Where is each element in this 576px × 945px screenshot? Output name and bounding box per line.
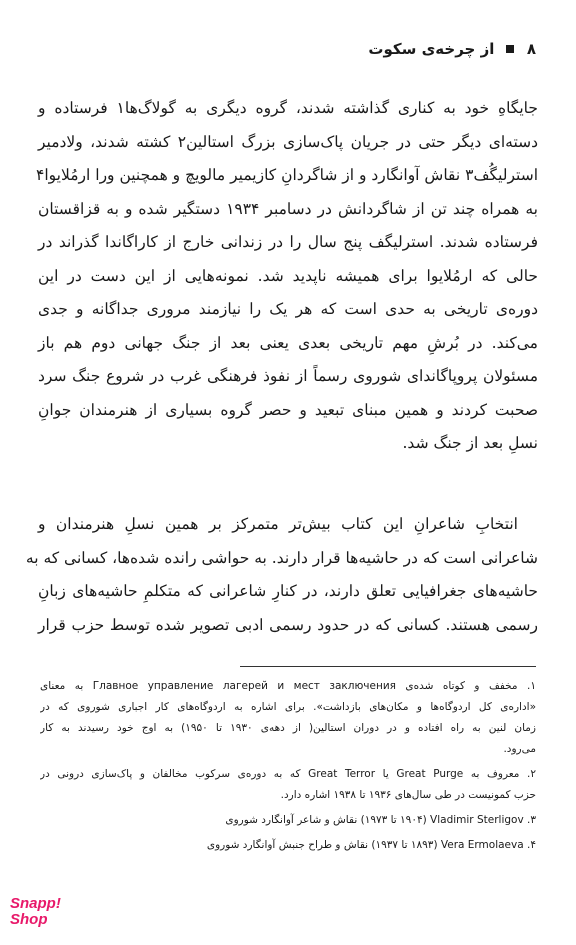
text-line: دوره‌ی تاریخی به حدی است که هر یک را نیازمند مروری جداگانه و جدی [38, 300, 538, 318]
text-line: فرستاده شدند. استرلیگف پنج سال را در زندانی خارج از کاراگاندا گذراند در [38, 233, 538, 251]
footnote-line: ۴. Vera Ermolaeva (۱۸۹۳ تا ۱۹۳۷) نقاش و طراح جنبش آوانگارد شوروی [206, 839, 536, 851]
text-line: صحبت کردند و همین مبنای تبعید و حصر گروه بسیاری از هنرمندان جوانِ [38, 400, 538, 419]
body-paragraph-1 [38, 92, 538, 461]
footnote-line: می‌رود. [503, 743, 536, 755]
text-line: می‌کند. در بُرشِ مهم تاریخی بعدی یعنی بعد از جنگ جهانی دوم هم باز [38, 333, 538, 352]
footnote-line: حزب کمونیست در طی سال‌های ۱۹۳۶ تا ۱۹۳۸ اشاره دارد. [280, 789, 536, 801]
footnote-line: زمان لنین به راه افتاده و در دوران استالین( از دهه‌ی ۱۹۳۰ تا ۱۹۵۰) به اوج خود رسیدند به کار [40, 722, 536, 734]
footnote-divider [240, 666, 536, 667]
text-line: نسلِ بعد از جنگ شد. [402, 434, 538, 452]
text-line: مسئولان پروپاگاندای شوروی رسماً از نفوذ فرهنگی غرب در شروع جنگ سرد [38, 367, 538, 385]
square-bullet-icon [506, 45, 514, 53]
text-line: رسمی هستند. کسانی که در حدود رسمی ادبی تصویر شده توسط حزب قرار [38, 615, 538, 634]
footnote-line: ۲. معروف به Great Purge یا Great Terror که به دوره‌ی سرکوب مخالفان و پاک‌سازی درونی در [40, 768, 536, 780]
footnote-line: ۳. Vladimir Sterligov (۱۹۰۴ تا ۱۹۷۳) نقاش و شاعر آوانگارد شوروی [225, 814, 536, 826]
footnote-line: ۱. مخفف و کوتاه شده‌ی Главное управление лагерей и мест заключения به معنای [40, 680, 536, 692]
text-line: دسته‌ای دیگر حتی در جریان پاک‌سازی بزرگ استالین۲ کشته شدند، ولادمیر [38, 132, 539, 151]
footnote-3 [40, 810, 536, 831]
chapter-title: از چرخه‌ی سکوت [368, 40, 495, 58]
footnote-2 [40, 764, 536, 806]
footnote-line: «اداره‌ی کل اردوگاه‌ها و مکان‌های بازداشت». برای اشاره به اردوگاه‌های کار اجباری شوروی که در [40, 701, 536, 713]
text-line: انتخابِ شاعرانِ این کتاب بیش‌تر متمرکز بر همین نسلِ هنرمندان و [38, 515, 518, 533]
text-line: حاشیه‌های جغرافیایی تعلق دارند، در کنارِ شاعرانی که متکلمِ حاشیه‌های زبانِ [38, 582, 538, 600]
page-number: ۸ [526, 40, 536, 58]
text-line: به همراه چند تن از شاگردانش در دسامبر ۱۹۳۴ دستگیر شده و به قزاقستان [38, 199, 538, 218]
text-line: جایگاهِ خود به کناری گذاشته شدند، گروه دیگری به گولاگ‌ها۱ فرستاده و [38, 99, 538, 117]
text-line: حالی که ارمُلایوا برای همیشه ناپدید شد. نمونه‌هایی از این دست در این [38, 266, 538, 285]
logo-line-2: Shop [10, 911, 48, 928]
footnotes [40, 676, 536, 856]
footnote-4 [40, 835, 536, 856]
logo-line-1: Snapp! [10, 895, 61, 912]
snapp-shop-logo [10, 896, 70, 936]
body-paragraph-2 [25, 508, 538, 642]
running-header [40, 38, 536, 60]
footnote-1 [40, 676, 536, 760]
text-line: شاعرانی است که در حاشیه‌ها قرار دارند. به حواشی رانده شده‌ها، کسانی که به [25, 548, 538, 567]
text-line: استرلیگُف۳ نقاش آوانگارد و از شاگردانِ کازیمیر مالویچ و همچنین ورا ارمُلایوا۴ [36, 166, 538, 184]
